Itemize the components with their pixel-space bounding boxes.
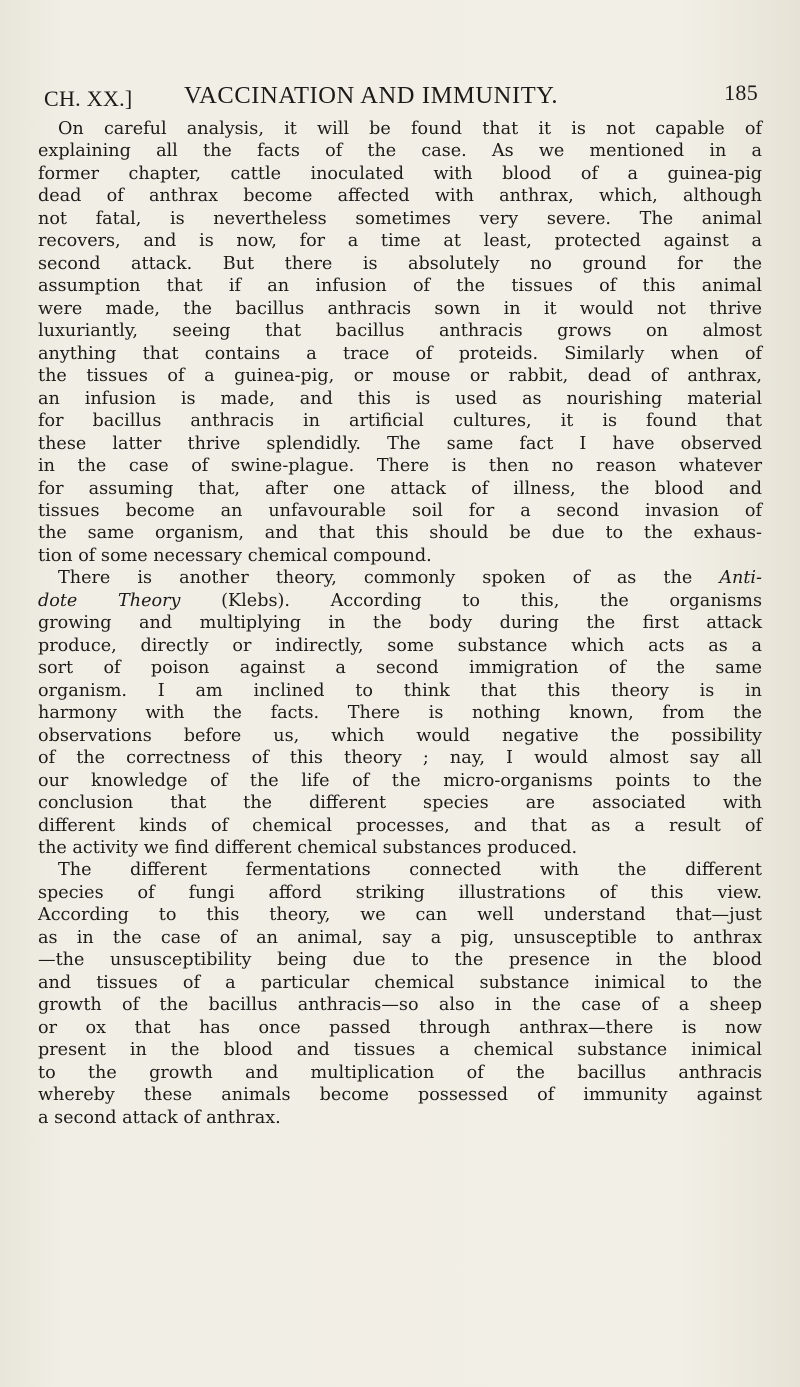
text-line: to the growth and multiplication of the bacillus anthracis [38,1062,762,1083]
italic-term: dote Theory [38,590,181,611]
text-line: The different fermentations connected with the different [58,860,762,881]
text-line: species of fungi afford striking illustrations of this view. [38,882,762,903]
text-line: anything that contains a trace of proteids. Similarly when of [38,343,762,364]
text-line: these latter thrive splendidly. The same fact I have observed [38,433,762,454]
text-line: —the unsusceptibility being due to the presence in the blood [38,950,762,971]
text-line: a second attack of anthrax. [38,1107,281,1128]
text-line: the activity we find different chemical substances produced. [38,838,578,858]
text-line: organism. I am inclined to think that this theory is in [38,680,762,701]
text-line: for assuming that, after one attack of illness, the blood and [38,478,762,499]
text-line: growing and multiplying in the body during the first attack [38,613,762,634]
text-line: explaining all the facts of the case. As we mentioned in a [38,141,762,162]
running-head [44,72,762,111]
text-line: different kinds of chemical processes, and that as a result of [38,815,762,836]
text-line: luxuriantly, seeing that bacillus anthracis grows on almost [38,321,762,342]
text-line: growth of the bacillus anthracis—so also in the case of a sheep [38,995,762,1016]
text-fragment: There is another theory, commonly spoken of as the [58,568,720,589]
running-title: VACCINATION AND IMMUNITY. [184,82,559,109]
text-line: assumption that if an infusion of the tissues of this animal [38,276,762,297]
text-line: in the case of swine-plague. There is then no reason whatever [38,456,762,477]
text-line: present in the blood and tissues a chemical substance inimical [38,1040,762,1061]
text-line: whereby these animals become possessed of immunity against [38,1085,762,1106]
text-line: our knowledge of the life of the micro-organisms points to the [38,770,762,791]
text-line: On careful analysis, it will be found that it is not capable of [58,119,762,139]
text-line: sort of poison against a second immigration of the same [38,658,762,679]
text-line: the same organism, and that this should be due to the exhaus- [38,523,762,544]
italic-term: Anti- [719,568,762,589]
text-line: produce, directly or indirectly, some substance which acts as a [38,635,762,656]
text-line-with-italic [38,590,762,612]
text-line: observations before us, which would negative the possibility [38,725,762,746]
page-number: 185 [724,80,758,105]
text-line: According to this theory, we can well understand that—just [38,905,762,926]
text-line: recovers, and is now, for a time at least, protected against a [38,231,762,252]
text-line: as in the case of an animal, say a pig, unsusceptible to anthrax [38,927,762,948]
text-line: and tissues of a particular chemical substance inimical to the [38,972,762,993]
text-line: tissues become an unfavourable soil for a second invasion of [38,500,762,521]
text-line: the tissues of a guinea-pig, or mouse or rabbit, dead of anthrax, [38,366,762,387]
text-fragment: (Klebs). According to this, the organisms [180,590,762,611]
body-text [38,118,762,1129]
text-line: or ox that has once passed through anthrax—there is now [38,1017,762,1038]
text-line: conclusion that the different species are associated with [38,793,762,814]
text-line: for bacillus anthracis in artificial cultures, it is found that [38,411,762,432]
text-line: of the correctness of this theory ; nay, I would almost say all [38,748,762,769]
text-line-with-italic [38,567,762,589]
text-line: not fatal, is nevertheless sometimes very severe. The animal [38,208,762,229]
text-line: second attack. But there is absolutely no ground for the [38,253,762,274]
text-line: former chapter, cattle inoculated with blood of a guinea-pig [38,163,762,184]
text-line: an infusion is made, and this is used as nourishing material [38,388,762,409]
text-line: were made, the bacillus anthracis sown in it would not thrive [38,298,762,319]
text-line: harmony with the facts. There is nothing known, from the [38,703,762,724]
chapter-reference: CH. XX.] [44,86,133,111]
text-line: tion of some necessary chemical compound. [38,545,432,566]
text-line: dead of anthrax become affected with anthrax, which, although [38,186,762,207]
